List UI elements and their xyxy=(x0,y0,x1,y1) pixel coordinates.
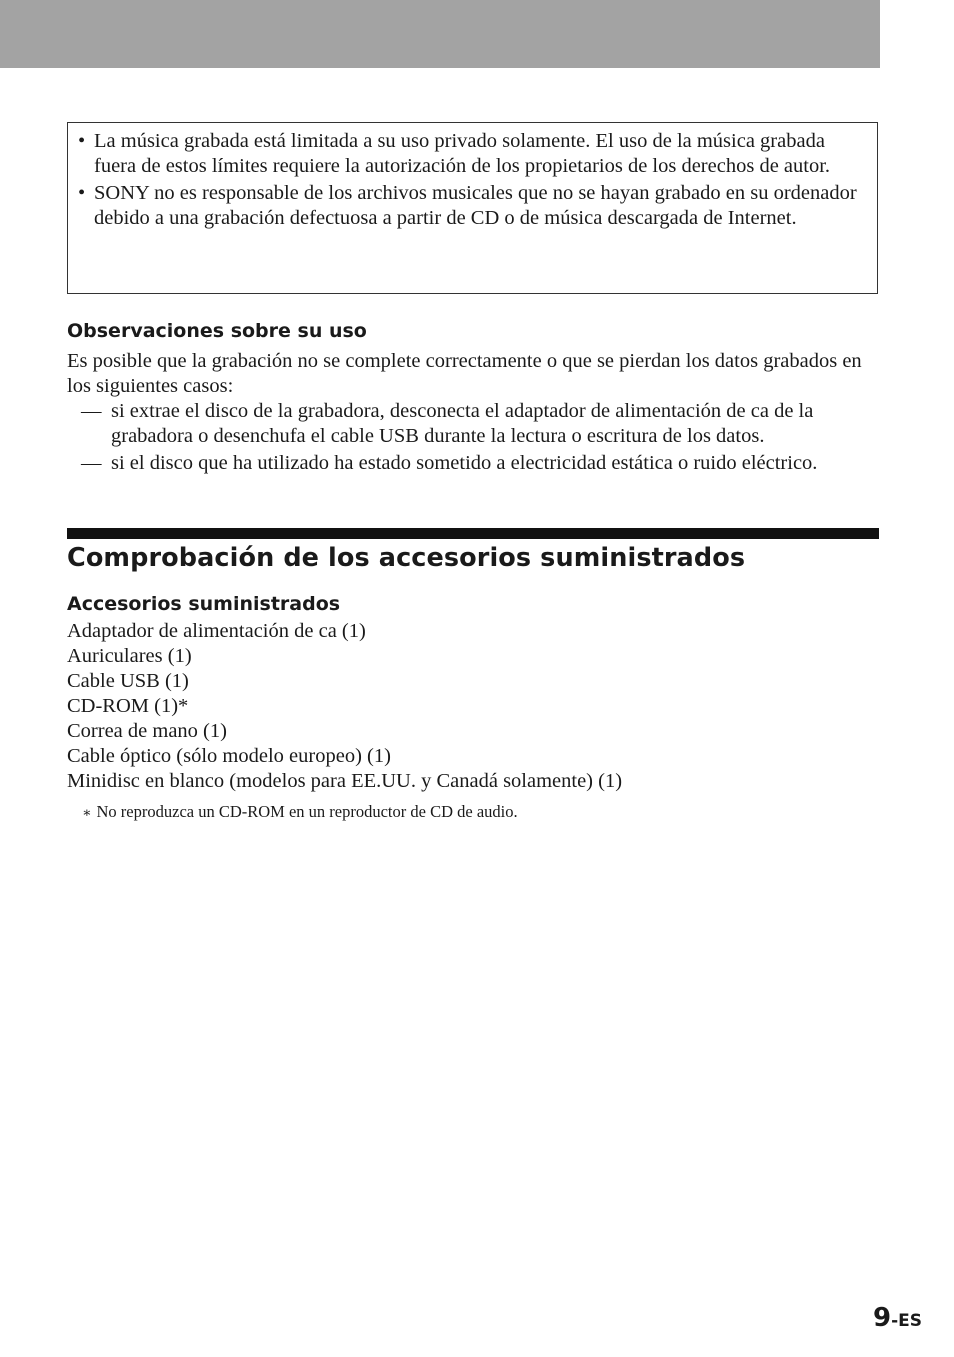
notice-item xyxy=(78,181,865,231)
page-number-value: 9 xyxy=(872,1303,892,1333)
dash-icon: — xyxy=(81,452,102,474)
footnote-text: No reproduzca un CD-ROM en un reproductor de CD de audio. xyxy=(96,802,518,821)
bullet-icon: • xyxy=(78,130,86,152)
section-title: Comprobación de los accesorios suministrados xyxy=(67,543,746,573)
observation-case-text: si el disco que ha utilizado ha estado sometido a electricidad estática o ruido eléctrico. xyxy=(111,452,818,474)
notice-item-text: SONY no es responsable de los archivos musicales que no se hayan grabado en su ordenador debido a una grabación defectuosa a partir de CD o de música descargada de Internet. xyxy=(94,182,857,229)
accessories-list xyxy=(67,619,622,794)
header-band xyxy=(0,0,880,68)
footnote-mark: ∗ xyxy=(82,806,92,821)
footnote xyxy=(82,802,518,824)
section-rule xyxy=(67,528,879,539)
accessory-item: CD-ROM (1)* xyxy=(67,695,189,717)
observation-case xyxy=(67,399,887,449)
dash-icon: — xyxy=(81,400,102,422)
observation-case xyxy=(67,451,887,476)
page-number xyxy=(873,1303,922,1333)
accessory-item: Minidisc en blanco (modelos para EE.UU. y Canadá solamente) (1) xyxy=(67,770,623,792)
accessory-item: Cable óptico (sólo modelo europeo) (1) xyxy=(67,745,391,767)
accessory-item: Auriculares (1) xyxy=(67,645,192,667)
observation-case-text: si extrae el disco de la grabadora, desconecta el adaptador de alimentación de ca de la grabadora o desenchufa el cable USB durante la lectura o escritura de los datos. xyxy=(111,400,814,447)
notice-list xyxy=(78,129,865,231)
notice-item xyxy=(78,129,865,179)
bullet-icon: • xyxy=(78,182,86,204)
observations-case-list xyxy=(67,399,887,478)
observations-heading: Observaciones sobre su uso xyxy=(67,320,367,342)
accessories-heading: Accesorios suministrados xyxy=(67,593,341,615)
notice-box xyxy=(67,122,878,294)
observations-intro: Es posible que la grabación no se complete correctamente o que se pierdan los datos grabados en los siguientes casos: xyxy=(67,350,862,397)
notice-item-text: La música grabada está limitada a su uso privado solamente. El uso de la música grabada fuera de estos límites requiere la autorización de los propietarios de los derechos de autor. xyxy=(94,130,831,177)
accessory-item: Cable USB (1) xyxy=(67,670,189,692)
accessory-item: Correa de mano (1) xyxy=(67,720,227,742)
page-language-suffix: -ES xyxy=(891,1311,922,1331)
accessory-item: Adaptador de alimentación de ca (1) xyxy=(67,620,366,642)
